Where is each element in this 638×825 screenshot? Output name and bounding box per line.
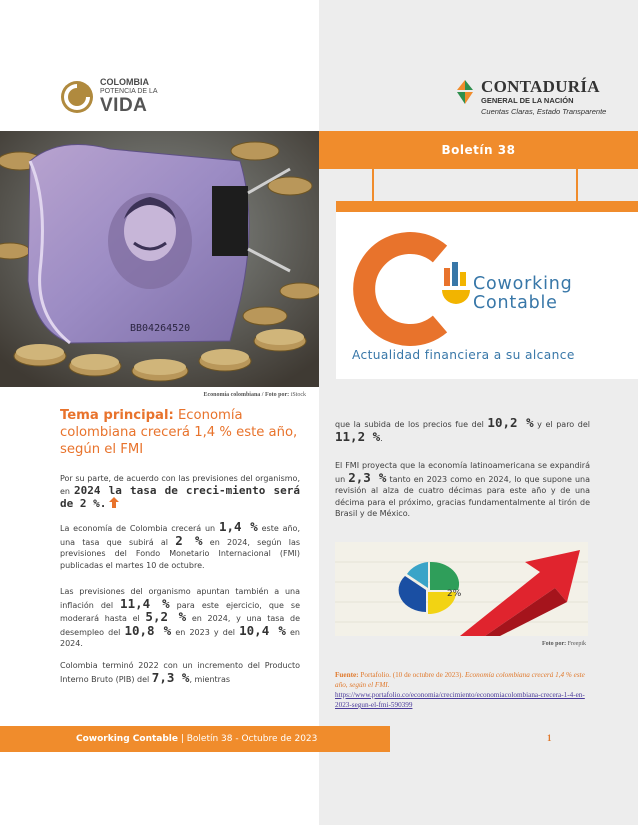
article-paragraph-4	[60, 660, 300, 685]
cgn-logo-tagline: Cuentas Claras, Estado Transparente	[481, 107, 607, 116]
coworking-brand-line2: Contable	[473, 293, 558, 313]
p3-text-g: en 2023 y del	[171, 627, 240, 637]
headline-label: Tema principal:	[60, 408, 174, 423]
cgn-logo-subtitle: GENERAL DE LA NACIÓN	[481, 96, 574, 105]
p4-text-a: Colombia terminó 2022 con un incremento del Producto Interno Bruto (PIB) del	[60, 661, 300, 684]
article-paragraph-6	[335, 460, 590, 520]
r1-text-c: y el paro del	[533, 420, 590, 429]
source-link[interactable]: https://www.portafolio.co/economia/crecimiento/economiacolombiana-crecera-1-4-en-2023-segun-el-fmi-590399	[335, 691, 585, 709]
page-number: 1	[547, 733, 552, 743]
coworking-tagline: Actualidad financiera a su alcance	[352, 348, 575, 362]
hanger-line-left	[372, 169, 374, 201]
chart-photo-label: 2%	[447, 589, 462, 599]
coworking-logo-mark	[352, 228, 472, 346]
r1-prices-2022: 10,2 %	[487, 415, 534, 430]
article-paragraph-2	[60, 521, 300, 571]
cgn-logo-icon	[454, 78, 476, 106]
photo-caption-label: Foto por:	[264, 392, 290, 398]
p3-unemployment-2024: 10,4 %	[239, 622, 286, 638]
headline-text: Economía colombiana crecerá 1,4 % este año, según el FMI	[60, 408, 298, 457]
p3-unemployment-2023: 10,8 %	[124, 622, 172, 638]
colombia-logo-icon	[60, 80, 94, 114]
r1-text-e: .	[380, 433, 383, 443]
footer-brand: Coworking Contable	[76, 734, 178, 744]
footer-bar	[0, 726, 390, 752]
p2-text-a: La economía de Colombia crecerá un	[60, 524, 219, 533]
r1-text-a: que la subida de los precios fue del	[335, 420, 488, 429]
p3-inflation-2023: 11,4 %	[120, 595, 170, 611]
banknote-serial: BB04264520	[130, 323, 191, 334]
p2-text-e: en 2024, según las previsiones del Fondo Monetario Internacional (FMI) publicadas el martes 10 de octubre.	[60, 537, 301, 570]
photo-caption-source: iStock	[290, 392, 306, 398]
chart-photo-caption-label: Foto por:	[542, 641, 567, 647]
source-title: Economía colombiana crecerá 1,4 % este año, según el FMI.	[335, 671, 585, 689]
banknote-illustration	[0, 131, 319, 387]
r2-text-c: tanto en 2023 como en 2024, lo que supone una revisión al alza de cuatro décimas para este año y de una décima para el próximo, gracias fundamentalmente al tirón de Brasil y de México.	[335, 474, 591, 519]
photo-caption-prefix: Economía colombiana /	[203, 392, 264, 398]
r1-unemployment-2022: 11,2 %	[335, 428, 381, 444]
growth-chart-photo	[335, 542, 588, 636]
colombia-logo-line1: COLOMBIA	[100, 77, 149, 87]
p4-text-c: , mientras	[189, 674, 231, 684]
p3-inflation-2024: 5,2 %	[145, 609, 187, 625]
p3-text-c: para este ejercicio, que se moderará hasta el	[60, 600, 300, 624]
p3-text-e: en 2024, y una tasa de desempleo del	[60, 614, 300, 637]
chart-photo-caption-source: Freepik	[567, 641, 586, 647]
colombia-logo-line2: POTENCIA DE LA	[100, 88, 158, 95]
p3-text-a: Las previsiones del organismo apuntan también a una inflación del	[60, 587, 300, 610]
p1-text: Por su parte, de acuerdo con las previsiones del organismo, en	[60, 474, 300, 496]
cgn-logo	[454, 78, 606, 116]
colombia-logo-line3: VIDA	[100, 95, 148, 116]
photo-caption	[176, 392, 306, 398]
footer-issue: | Boletín 38 - Octubre de 2023	[177, 734, 318, 744]
arrow-up-icon	[109, 497, 119, 508]
source-text: Portafolio. (10 de octubre de 2023).	[358, 671, 465, 679]
article-paragraph-5	[335, 417, 590, 444]
cgn-logo-title: CONTADURÍA	[481, 77, 600, 96]
r2-latam-growth: 2,3 %	[348, 469, 387, 485]
hanger-line-right	[576, 169, 578, 201]
p3-text-i: en 2024.	[60, 627, 300, 649]
r2-text-a: El FMI proyecta que la economía latinoamericana se expandirá un	[335, 461, 590, 484]
banknote-photo	[0, 131, 319, 387]
hanger-bar	[336, 201, 638, 212]
p1-highlight: 2024 la tasa de creci-miento será de 2 %.	[60, 483, 300, 511]
bulletin-number-bar: Boletín 38	[319, 131, 638, 169]
source-label: Fuente:	[335, 671, 359, 679]
p4-gdp-2022: 7,3 %	[151, 669, 190, 685]
colombia-logo	[60, 78, 158, 115]
growth-chart-illustration	[335, 542, 588, 636]
article-headline	[60, 407, 305, 458]
source-citation	[335, 670, 590, 710]
article-paragraph-3	[60, 586, 300, 650]
coworking-brand-line1: Coworking	[473, 274, 573, 294]
p2-text-c: este año, una tasa que subirá al	[60, 524, 300, 547]
p2-growth-2023: 1,4 %	[218, 519, 258, 534]
chart-photo-caption	[500, 641, 586, 647]
p2-growth-2024: 2 %	[175, 532, 203, 548]
article-paragraph-1	[60, 473, 300, 511]
